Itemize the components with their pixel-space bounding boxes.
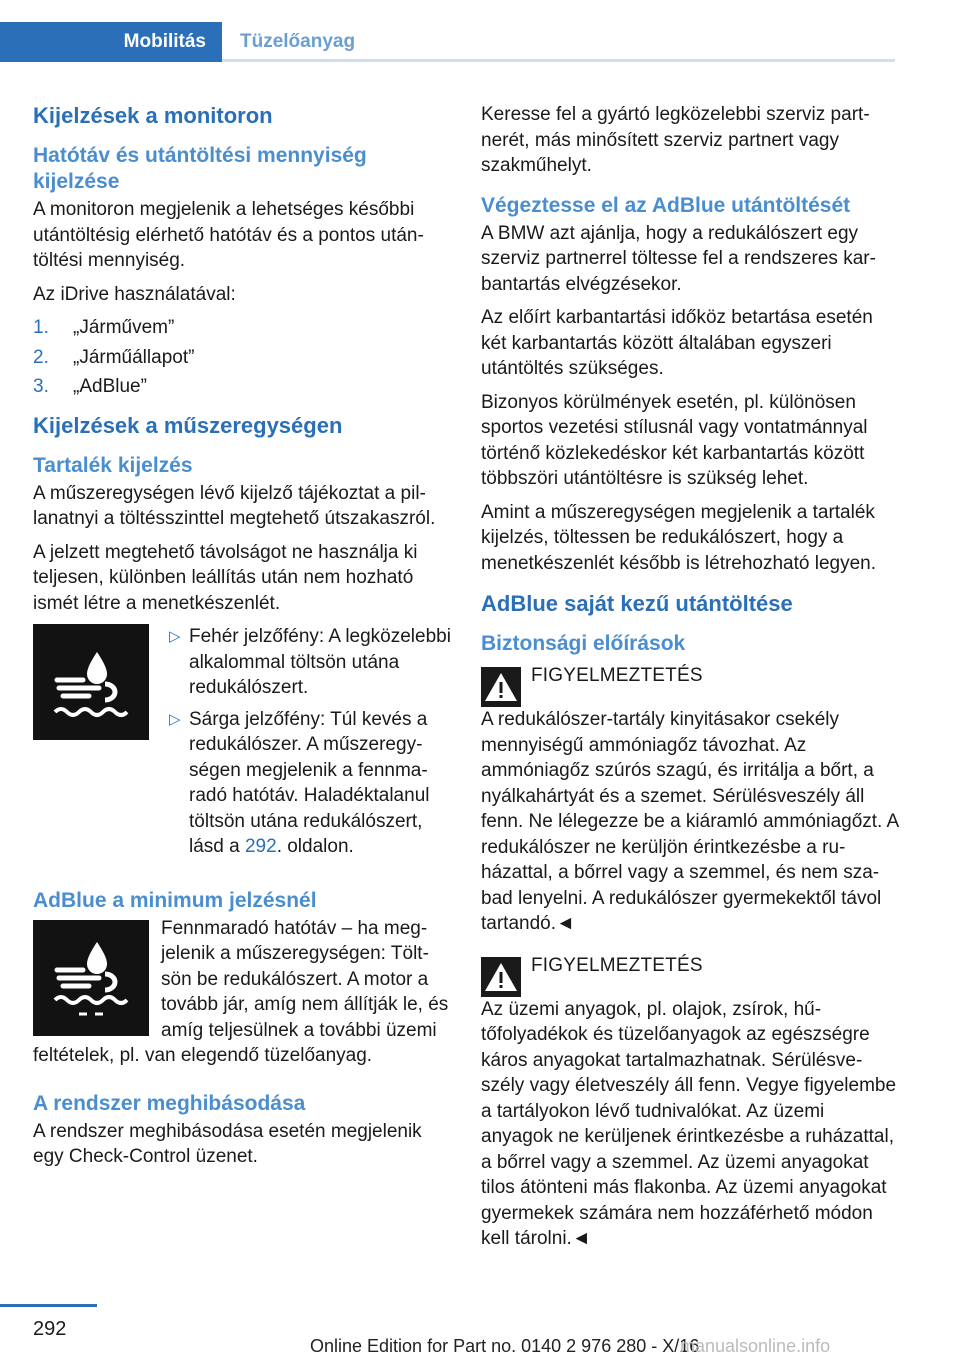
list-item: 2. „Járműállapot”: [33, 346, 195, 368]
triangle-bullet-icon: ▷: [169, 710, 181, 728]
warning-block-1: [481, 663, 899, 937]
adblue-icon: [33, 624, 149, 740]
reserve-indicator-block: [33, 624, 451, 866]
warning-text: Az üzemi anyagok, pl. olajok, zsírok, hűtőfolyadékok és tüzelőanyagok az egészségre káros anyagokat tartalmazhatnak. Sérülésveszély vagy életveszély áll fenn. Vegye figyelembe a tartályokon lévő tudnivalókat. Az üzemi anyagok ne kerüljenek érintkezésbe a ruházattal, a bőrrel vagy a szemmel. Az üzemi anyagokat tilos átönteni más flakonba. Az üzemi anyagokat gyermekek számára nem hozzáférhető módon kell tárolni.◄: [481, 998, 897, 1249]
adblue-minimum-icon: [33, 920, 149, 1036]
tab-tuzeloanyag[interactable]: Tüzelőanyag: [240, 31, 356, 52]
left-column: [33, 102, 451, 1178]
paragraph-dealer: Keresse fel a gyártó legközelebbi szerviz partnerét, más minősített szerviz partnert vagy szakműhelyt.: [481, 104, 870, 176]
list-item: 1. „Járművem”: [33, 317, 175, 338]
list-item: ▷ Fehér jelzőfény: A legközelebbi alkalommal töltsön utána redukálószert.: [159, 624, 451, 701]
paragraph-complete-1: A BMW azt ajánlja, hogy a redukálószert egy szerviz partnerrel töltesse fel a rendszeres karbantartás elvégzésekor.: [481, 222, 876, 295]
heading-self-refill: AdBlue saját kezű utántöltése: [481, 591, 793, 616]
header-tabs: [0, 22, 895, 62]
tab-underline: [222, 59, 895, 62]
page-link[interactable]: 292: [244, 836, 277, 857]
heading-display-monitor: Kijelzések a monitoron: [33, 103, 273, 128]
paragraph-reserve-2: A jelzett megtehető távolságot ne használja ki teljesen, különben leállítás után nem hozható ismét létre a menetkészenlét.: [33, 541, 418, 614]
triangle-bullet-icon: ▷: [169, 628, 181, 645]
paragraph-fault: A rendszer meghibásodása esetén megjelenik egy Check-Control üzenet.: [33, 1120, 422, 1167]
list-item: 3. „AdBlue”: [33, 376, 147, 397]
warning-text: A redukálószer-tartály kinyitásakor csekély mennyiségű ammóniagőz távozhat. Az ammóniagőz szúrós szagú, és irritálja a bőrt, a nyálkahártyát és a szemet. Sérülésveszély áll fenn. Ne lélegezze be a kiáramló ammóniagőzt. A redukálószer ne kerüljön érintkezésbe a ruházattal, a bőrrel vagy a szemmel, és nem szabad lenyelni. A redukálószer gyermekektől távol tartandó.◄: [481, 709, 899, 934]
warning-title: FIGYELMEZTETÉS: [531, 954, 703, 976]
paragraph-minimum-block: Fennmaradó hatótáv – ha megjelenik a műszeregységen: Töltsön be redukálószert. A motor a tovább jár, amíg nem állítják le, és amíg teljesülnek a további üzemi feltételek, pl. van elegendő tüzelőanyag.: [33, 917, 449, 1066]
heading-safety: Biztonsági előírások: [481, 632, 686, 655]
footer-rule: [0, 1304, 97, 1307]
edition-note: Online Edition for Part no. 0140 2 976 280 - X/16: [310, 1336, 700, 1356]
reserve-bullets: [159, 624, 451, 866]
heading-reserve: Tartalék kijelzés: [33, 453, 193, 477]
heading-fault: A rendszer meghibásodása: [33, 1091, 306, 1115]
warning-title: FIGYELMEZTETÉS: [531, 665, 703, 686]
paragraph-idrive: Az iDrive használatával:: [33, 283, 236, 305]
page-number: 292: [33, 1318, 67, 1340]
heading-minimum: AdBlue a minimum jelzésnél: [33, 888, 317, 912]
paragraph-complete-4: Amint a műszeregységen megjelenik a tartalék kijelzés, töltessen be redukálószert, hogy a menetkészenlét később is létrehozható legyen.: [481, 501, 877, 574]
paragraph-complete-2: Az előírt karbantartási időköz betartása esetén két karbantartás között általában egyszeri utántöltés szükséges.: [481, 307, 873, 379]
warning-triangle-icon: [481, 957, 521, 997]
watermark: manualsonline.info: [680, 1336, 831, 1356]
warning-triangle-icon: [481, 667, 521, 707]
heading-cluster: Kijelzések a műszeregységen: [33, 412, 343, 438]
paragraph-complete-3: Bizonyos körülmények esetén, pl. különösen sportos vezetési stílusnál vagy vontatmánnyal történő közlekedéskor két karbantartás között többszöri utántöltésre is szükség lehet.: [481, 391, 868, 489]
list-item: ▷ Sárga jelzőfény: Túl kevés a redukálószer. A műszeregységen megjelenik a fennmaradó hatótáv. Haladéktalanul töltsön utána redukálószert, lásd a 292. oldalon.: [159, 707, 451, 860]
steps-list: [33, 315, 451, 400]
paragraph-reserve: A műszeregységen lévő kijelző tájékoztat a pillanatnyi a töltésszinttel megtehető útszakaszról.: [33, 482, 436, 529]
paragraph-range: A monitoron megjelenik a lehetséges későbbi utántöltésig elérhető hatótáv és a pontos utántöltési mennyiség.: [33, 199, 424, 271]
warning-block-2: [481, 953, 899, 1252]
heading-complete-refill: Végeztesse el az AdBlue utántöltését: [481, 193, 851, 217]
tab-mobilitas[interactable]: Mobilitás: [0, 22, 222, 62]
right-column: [481, 102, 899, 1260]
heading-range: Hatótáv és utántöltési mennyiség kijelzése: [33, 144, 367, 193]
